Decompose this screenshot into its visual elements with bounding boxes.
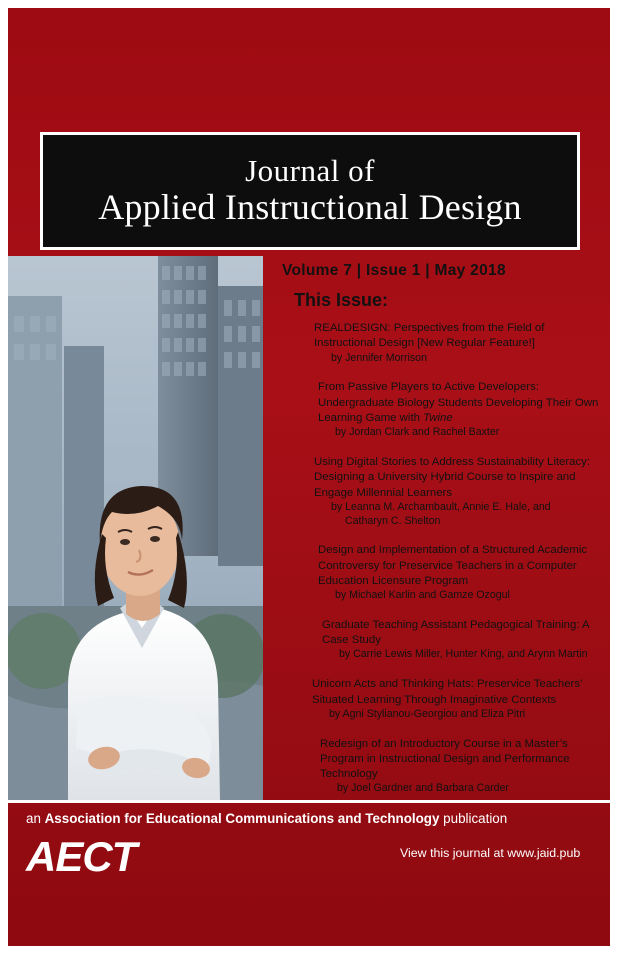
toc-entry-authors-line-1: by Leanna M. Archambault, Annie E. Hale, and bbox=[331, 500, 551, 513]
volume-issue-date: Volume 7 | Issue 1 | May 2018 bbox=[282, 262, 506, 279]
toc-entry bbox=[314, 455, 600, 528]
aect-logo: AECT bbox=[26, 833, 137, 880]
table-of-contents bbox=[300, 321, 600, 796]
this-issue-heading: This Issue: bbox=[294, 290, 389, 310]
cover-photo-illustration bbox=[8, 256, 263, 800]
toc-entry-title: Redesign of an Introductory Course in a Master’s Program in Instructional Design and Performance Technology bbox=[320, 737, 570, 781]
page-margin-right bbox=[610, 0, 618, 954]
toc-entry bbox=[318, 380, 600, 440]
association-name: Association for Educational Communications and Technology bbox=[44, 811, 440, 826]
toc-entry-authors: by Joel Gardner and Barbara Carder bbox=[337, 782, 509, 795]
toc-entry bbox=[322, 618, 600, 662]
toc-entry-authors bbox=[314, 501, 600, 529]
toc-entry-title: Design and Implementation of a Structured Academic Controversy for Preservice Teachers in a Computer Education Licensure Program bbox=[318, 544, 588, 587]
toc-entry bbox=[320, 737, 600, 797]
toc-entry-title: Using Digital Stories to Address Sustainability Literacy: Designing a University Hybrid Course to Inspire and Engage Millennial Learners bbox=[314, 455, 591, 499]
journal-title-line-2: Applied Instructional Design bbox=[98, 187, 522, 228]
toc-entry-authors: by Jordan Clark and Rachel Baxter bbox=[335, 426, 500, 439]
toc-entry-title: From Passive Players to Active Developers: Undergraduate Biology Students Developing Their Own Learning Game with Twine bbox=[318, 381, 599, 424]
association-statement-suffix: publication bbox=[439, 811, 508, 826]
journal-title-line-1: Journal of bbox=[245, 152, 375, 188]
page-margin-bottom bbox=[0, 946, 618, 954]
page-margin-top bbox=[0, 0, 618, 8]
toc-entry-title: Graduate Teaching Assistant Pedagogical Training: A Case Study bbox=[322, 618, 590, 647]
toc-entry-title: REALDESIGN: Perspectives from the Field of Instructional Design [New Regular Feature!] bbox=[314, 322, 545, 350]
toc-entry-authors: by Michael Karlin and Gamze Ozogul bbox=[335, 589, 510, 602]
association-statement-prefix: an bbox=[26, 811, 45, 826]
toc-entry-authors: by Carrie Lewis Miller, Hunter King, and Arynn Martin bbox=[339, 648, 588, 661]
page-margin-left bbox=[0, 0, 8, 954]
toc-entry bbox=[318, 543, 600, 603]
toc-entry-title: Unicorn Acts and Thinking Hats: Preservice Teachers’ Situated Learning Through Imaginative Contexts bbox=[312, 678, 583, 706]
journal-url[interactable]: View this journal at www.jaid.pub bbox=[400, 846, 581, 860]
journal-title-box bbox=[40, 132, 580, 250]
association-statement bbox=[26, 811, 507, 826]
issue-content bbox=[272, 262, 602, 811]
toc-entry-authors: by Agni Stylianou-Georgiou and Eliza Pitri bbox=[329, 707, 526, 720]
cover-photograph bbox=[8, 256, 263, 800]
toc-entry bbox=[312, 677, 600, 721]
toc-entry-authors-line-2: Catharyn C. Shelton bbox=[345, 514, 441, 527]
toc-entry bbox=[314, 321, 600, 365]
toc-entry-authors: by Jennifer Morrison bbox=[331, 351, 427, 364]
cover-footer bbox=[8, 803, 610, 946]
